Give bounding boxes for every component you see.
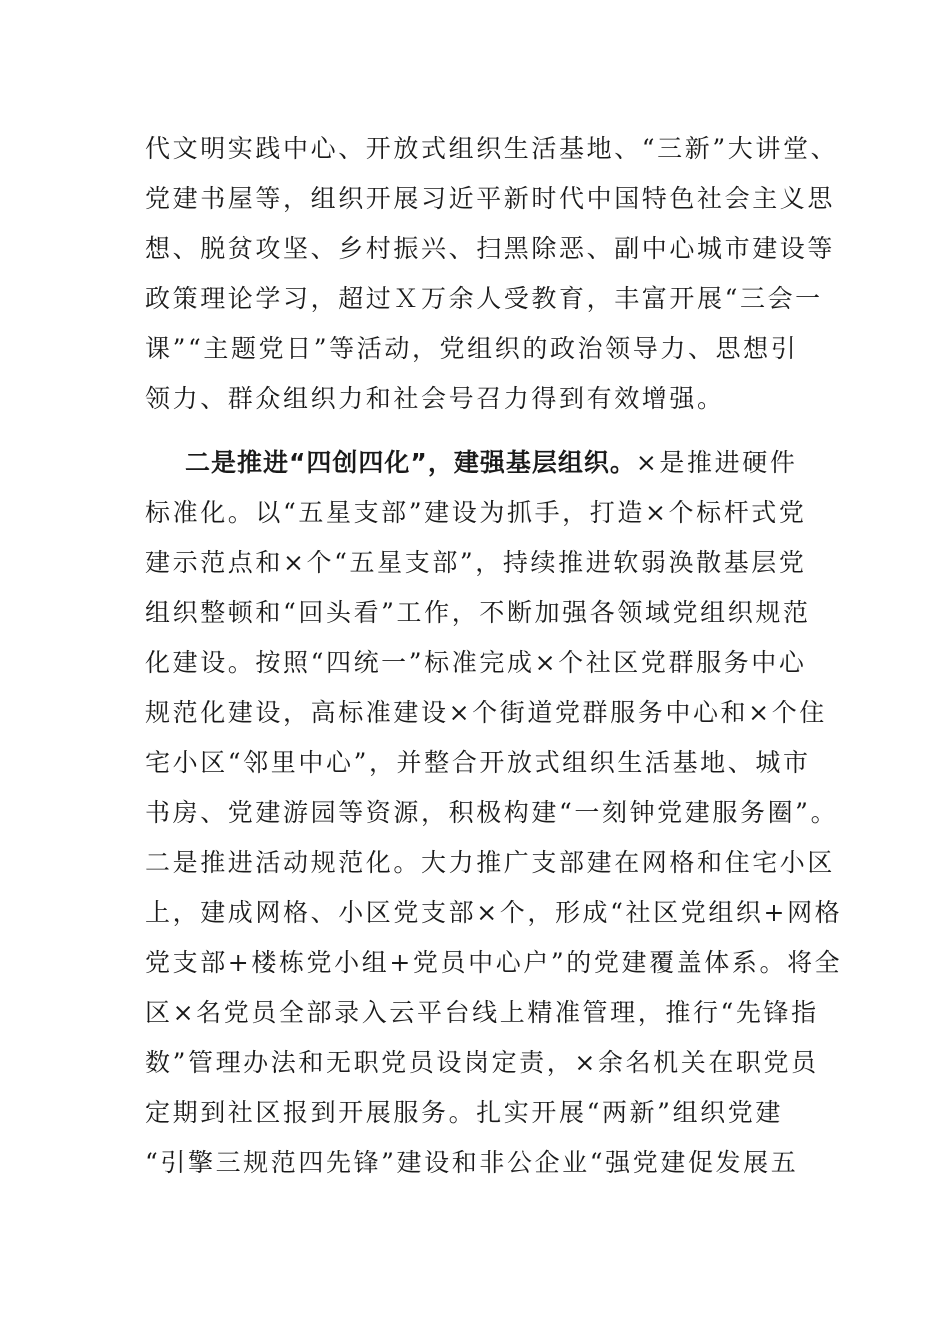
paragraph-2-line-13: 数”管理办法和无职党员设岗定责，×余名机关在职党员 [145, 1048, 819, 1077]
paragraph-2-line-15: “引擎三规范四先锋”建设和非公企业“强党建促发展五 [145, 1148, 799, 1177]
paragraph-2-line-12: 区×名党员全部录入云平台线上精准管理，推行“先锋指 [145, 998, 819, 1027]
paragraph-2-line-8: 书房、党建游园等资源，积极构建“一刻钟党建服务圈”。 [145, 798, 839, 827]
paragraph-1-line-5: 课”“主题党日”等活动，党组织的政治领导力、思想引 [145, 334, 799, 363]
paragraph-2-first-line [185, 438, 815, 488]
paragraph-2-line-14: 定期到社区报到开展服务。扎实开展“两新”组织党建 [145, 1098, 783, 1127]
paragraph-2-line-3: 建示范点和×个“五星支部”，持续推进软弱涣散基层党 [145, 548, 807, 577]
paragraph-1-line-3: 想、脱贫攻坚、乡村振兴、扫黑除恶、副中心城市建设等 [145, 234, 836, 263]
paragraph-2-line-5: 化建设。按照“四统一”标准完成×个社区党群服务中心 [145, 648, 807, 677]
paragraph-2-line-4: 组织整顿和“回头看”工作，不断加强各领域党组织规范 [145, 598, 811, 627]
paragraph-2-line-2: 标准化。以“五星支部”建设为抓手，打造×个标杆式党 [145, 498, 807, 527]
paragraph-2-line-7: 宅小区“邻里中心”，并整合开放式组织生活基地、城市 [145, 748, 811, 777]
paragraph-1-line-4: 政策理论学习，超过Ｘ万余人受教育，丰富开展“三会一 [145, 284, 823, 313]
paragraph-1-line-6: 领力、群众组织力和社会号召力得到有效增强。 [145, 384, 725, 413]
paragraph-1-line-2: 党建书屋等，组织开展习近平新时代中国特色社会主义思 [145, 184, 836, 213]
paragraph-2-line-6: 规范化建设，高标准建设×个街道党群服务中心和×个住 [145, 698, 827, 727]
paragraph-1-line-1: 代文明实践中心、开放式组织生活基地、“三新”大讲堂、 [145, 134, 839, 163]
paragraph-2-line-10: 上，建成网格、小区党支部×个，形成“社区党组织+网格 [145, 898, 843, 927]
paragraph-2-first-line-rest: ×是推进硬件 [635, 448, 798, 477]
paragraph-2-line-9: 二是推进活动规范化。大力推广支部建在网格和住宅小区 [145, 848, 836, 877]
paragraph-2-line-11: 党支部+楼栋党小组+党员中心户”的党建覆盖体系。将全 [145, 948, 843, 977]
paragraph-2-heading: 二是推进“四创四化”，建强基层组织。 [185, 448, 636, 477]
